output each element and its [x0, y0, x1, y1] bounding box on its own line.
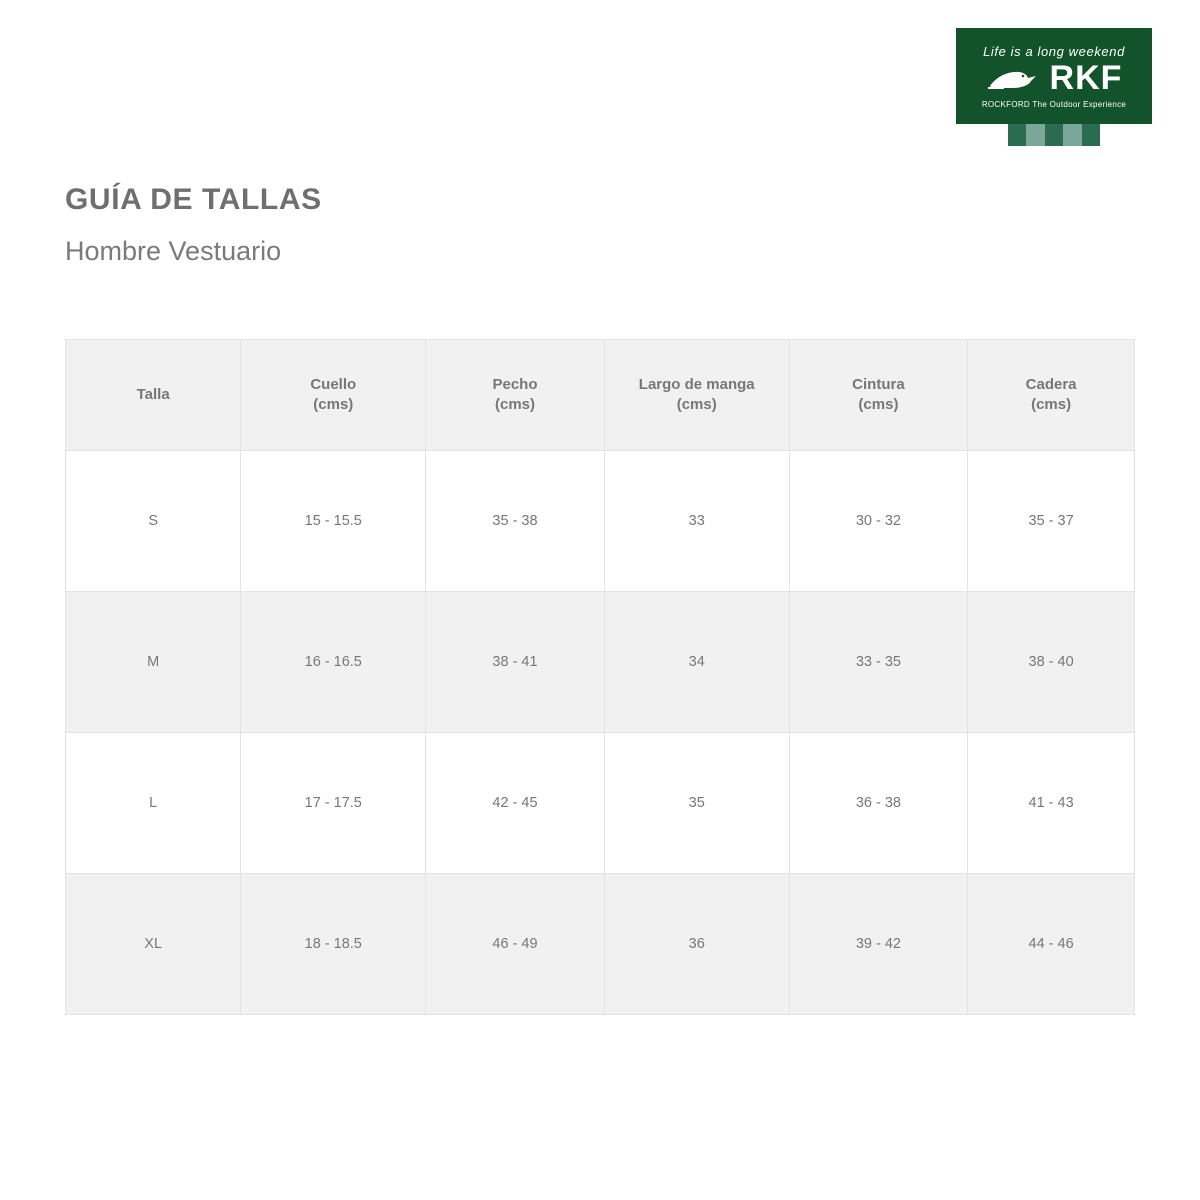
- cell-pecho: 46 - 49: [426, 874, 605, 1015]
- table-row: [66, 592, 1135, 733]
- cell-pecho: 38 - 41: [426, 592, 605, 733]
- table-row: [66, 733, 1135, 874]
- cell-talla: XL: [66, 874, 241, 1015]
- cell-cintura: 33 - 35: [789, 592, 968, 733]
- cell-cuello: 15 - 15.5: [241, 451, 426, 592]
- cell-manga: 35: [604, 733, 789, 874]
- table-row: [66, 874, 1135, 1015]
- brand-logo: [956, 28, 1152, 124]
- cell-pecho: 42 - 45: [426, 733, 605, 874]
- cell-cadera: 38 - 40: [968, 592, 1135, 733]
- logo-subtitle: ROCKFORD The Outdoor Experience: [981, 99, 1127, 109]
- cell-cuello: 18 - 18.5: [241, 874, 426, 1015]
- column-header-cintura: [789, 340, 968, 451]
- column-header-manga-line1: Largo de manga: [638, 375, 755, 393]
- page-title: GUÍA DE TALLAS: [65, 183, 322, 216]
- table-header: [66, 340, 1135, 451]
- column-header-cintura-line2: (cms): [858, 396, 899, 413]
- logo-box: [956, 28, 1152, 124]
- column-header-pecho-line1: Pecho: [492, 375, 538, 393]
- column-header-talla: [66, 340, 241, 451]
- logo-main: [986, 58, 1123, 97]
- cell-talla: M: [66, 592, 241, 733]
- cell-cadera: 44 - 46: [968, 874, 1135, 1015]
- column-header-cuello: [241, 340, 426, 451]
- column-header-cintura-line1: Cintura: [852, 375, 905, 393]
- cell-cintura: 36 - 38: [789, 733, 968, 874]
- column-header-cadera: [968, 340, 1135, 451]
- column-header-largo-de-manga: [604, 340, 789, 451]
- cell-manga: 33: [604, 451, 789, 592]
- table-header-row: [66, 340, 1135, 451]
- column-header-cuello-line1: Cuello: [310, 375, 357, 393]
- cell-cadera: 41 - 43: [968, 733, 1135, 874]
- logo-wordmark: RKF: [1049, 58, 1123, 97]
- cell-cintura: 30 - 32: [789, 451, 968, 592]
- column-header-cadera-line1: Cadera: [1025, 375, 1077, 393]
- logo-stripes: [1008, 124, 1100, 146]
- column-header-manga-line2: (cms): [676, 396, 717, 413]
- cell-manga: 36: [604, 874, 789, 1015]
- column-header-talla-line1: Talla: [136, 385, 170, 403]
- cell-talla: L: [66, 733, 241, 874]
- cell-cintura: 39 - 42: [789, 874, 968, 1015]
- column-header-pecho: [426, 340, 605, 451]
- page-subtitle: Hombre Vestuario: [65, 236, 282, 266]
- size-guide-table-wrapper: [65, 339, 1135, 1015]
- column-header-cadera-line2: (cms): [1031, 396, 1072, 413]
- column-header-cuello-line2: (cms): [313, 396, 354, 413]
- cell-cuello: 17 - 17.5: [241, 733, 426, 874]
- cell-cadera: 35 - 37: [968, 451, 1135, 592]
- size-guide-table: [65, 339, 1135, 1015]
- cell-pecho: 35 - 38: [426, 451, 605, 592]
- column-header-pecho-line2: (cms): [494, 396, 535, 413]
- duck-icon: [986, 65, 1044, 91]
- table-body: [66, 451, 1135, 1015]
- table-row: [66, 451, 1135, 592]
- cell-cuello: 16 - 16.5: [241, 592, 426, 733]
- cell-manga: 34: [604, 592, 789, 733]
- logo-tagline: Life is a long weekend: [983, 43, 1125, 59]
- cell-talla: S: [66, 451, 241, 592]
